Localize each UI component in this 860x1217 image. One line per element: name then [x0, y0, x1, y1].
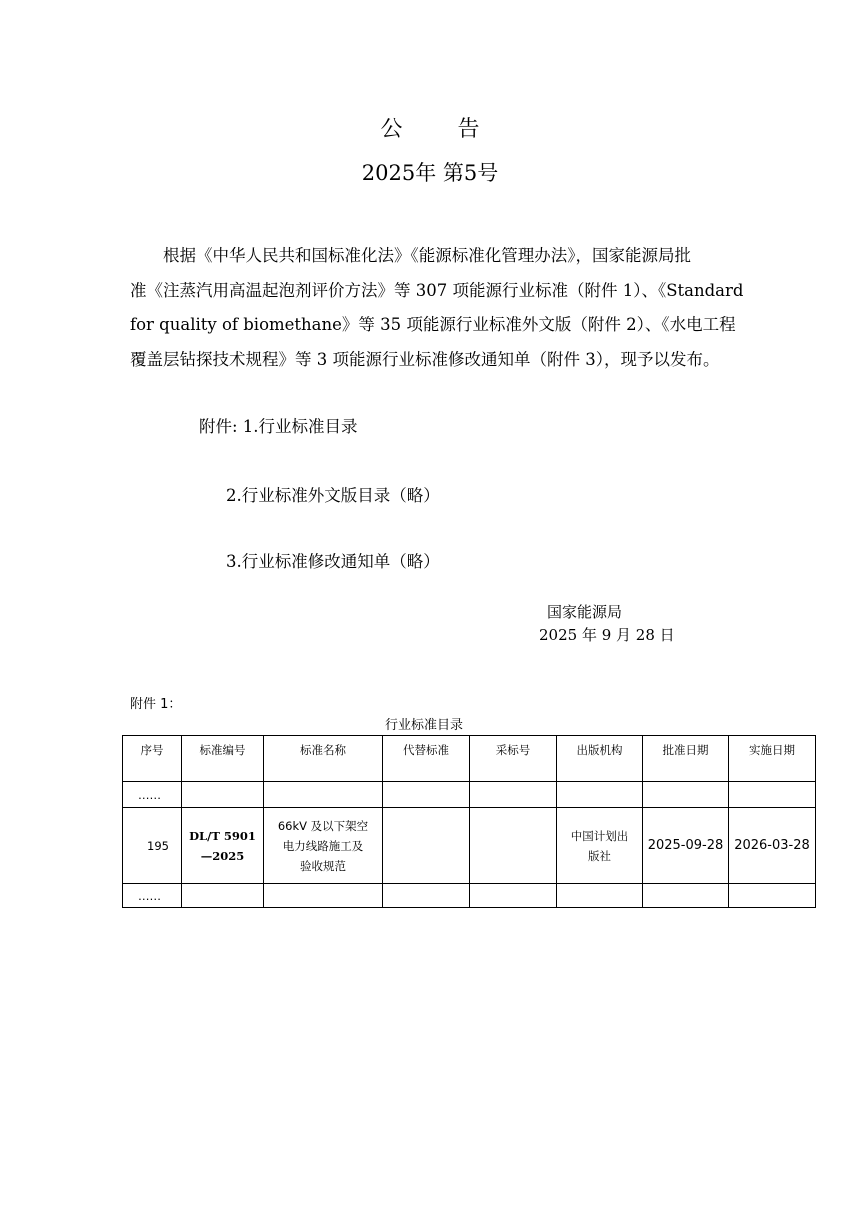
header-approve-date: 批准日期	[643, 736, 729, 782]
header-effective-date: 实施日期	[729, 736, 816, 782]
cell-name-line3: 验收规范	[299, 858, 346, 873]
cell-code	[182, 808, 264, 884]
header-code: 标准编号	[182, 736, 264, 782]
table-row	[123, 782, 816, 808]
cell-publisher-line1: 中国计划出	[570, 828, 629, 843]
appendix-label: 附件 1：	[130, 697, 182, 712]
ellipsis-cell: ……	[123, 782, 182, 808]
cell-name	[264, 808, 383, 884]
cell-name-line1: 66kV 及以下架空	[277, 818, 369, 833]
cell-code-line1: DL/T 5901	[189, 828, 256, 843]
announcement-number: 2025年 第5号	[361, 161, 499, 185]
cell-publisher-line2: 版社	[588, 848, 611, 863]
table-row	[123, 808, 816, 884]
header-publisher: 出版机构	[557, 736, 643, 782]
attachment-item-3: 3.行业标准修改通知单（略）	[226, 552, 440, 571]
announcement-body	[130, 239, 744, 379]
body-line-4: 覆盖层钻探技术规程》等 3 项能源行业标准修改通知单（附件 3），现予以发布。	[130, 349, 720, 369]
header-replaced: 代替标准	[383, 736, 470, 782]
header-seq: 序号	[123, 736, 182, 782]
cell-adopted	[470, 808, 557, 884]
table-header-row	[123, 736, 816, 782]
body-line-1: 根据《中华人民共和国标准化法》《能源标准化管理办法》，国家能源局批	[163, 246, 691, 265]
cell-publisher	[557, 808, 643, 884]
attachment-item-1: 附件: 1.行业标准目录	[199, 417, 358, 436]
cell-name-line2: 电力线路施工及	[282, 838, 364, 853]
attachment-item-2: 2.行业标准外文版目录（略）	[226, 486, 440, 505]
header-name: 标准名称	[264, 736, 383, 782]
announcement-title: 公 告	[380, 117, 504, 142]
cell-approve-date: 2025-09-28	[643, 808, 729, 884]
table-row	[123, 884, 816, 908]
cell-code-line2: —2025	[200, 848, 245, 863]
body-line-2: 准《注蒸汽用高温起泡剂评价方法》等 307 项能源行业标准（附件 1）、《Standard	[130, 280, 744, 300]
ellipsis-cell: ……	[123, 884, 182, 908]
standards-table	[122, 735, 816, 908]
body-line-3: for quality of biomethane》等 35 项能源行业标准外文版（附件 2）、《水电工程	[130, 315, 736, 334]
header-adopted: 采标号	[470, 736, 557, 782]
cell-seq: 195	[123, 808, 182, 884]
signature-org: 国家能源局	[547, 603, 623, 621]
table-title: 行业标准目录	[385, 718, 464, 733]
signature-date: 2025 年 9 月 28 日	[539, 626, 675, 644]
cell-effective-date: 2026-03-28	[729, 808, 816, 884]
cell-replaced	[383, 808, 470, 884]
